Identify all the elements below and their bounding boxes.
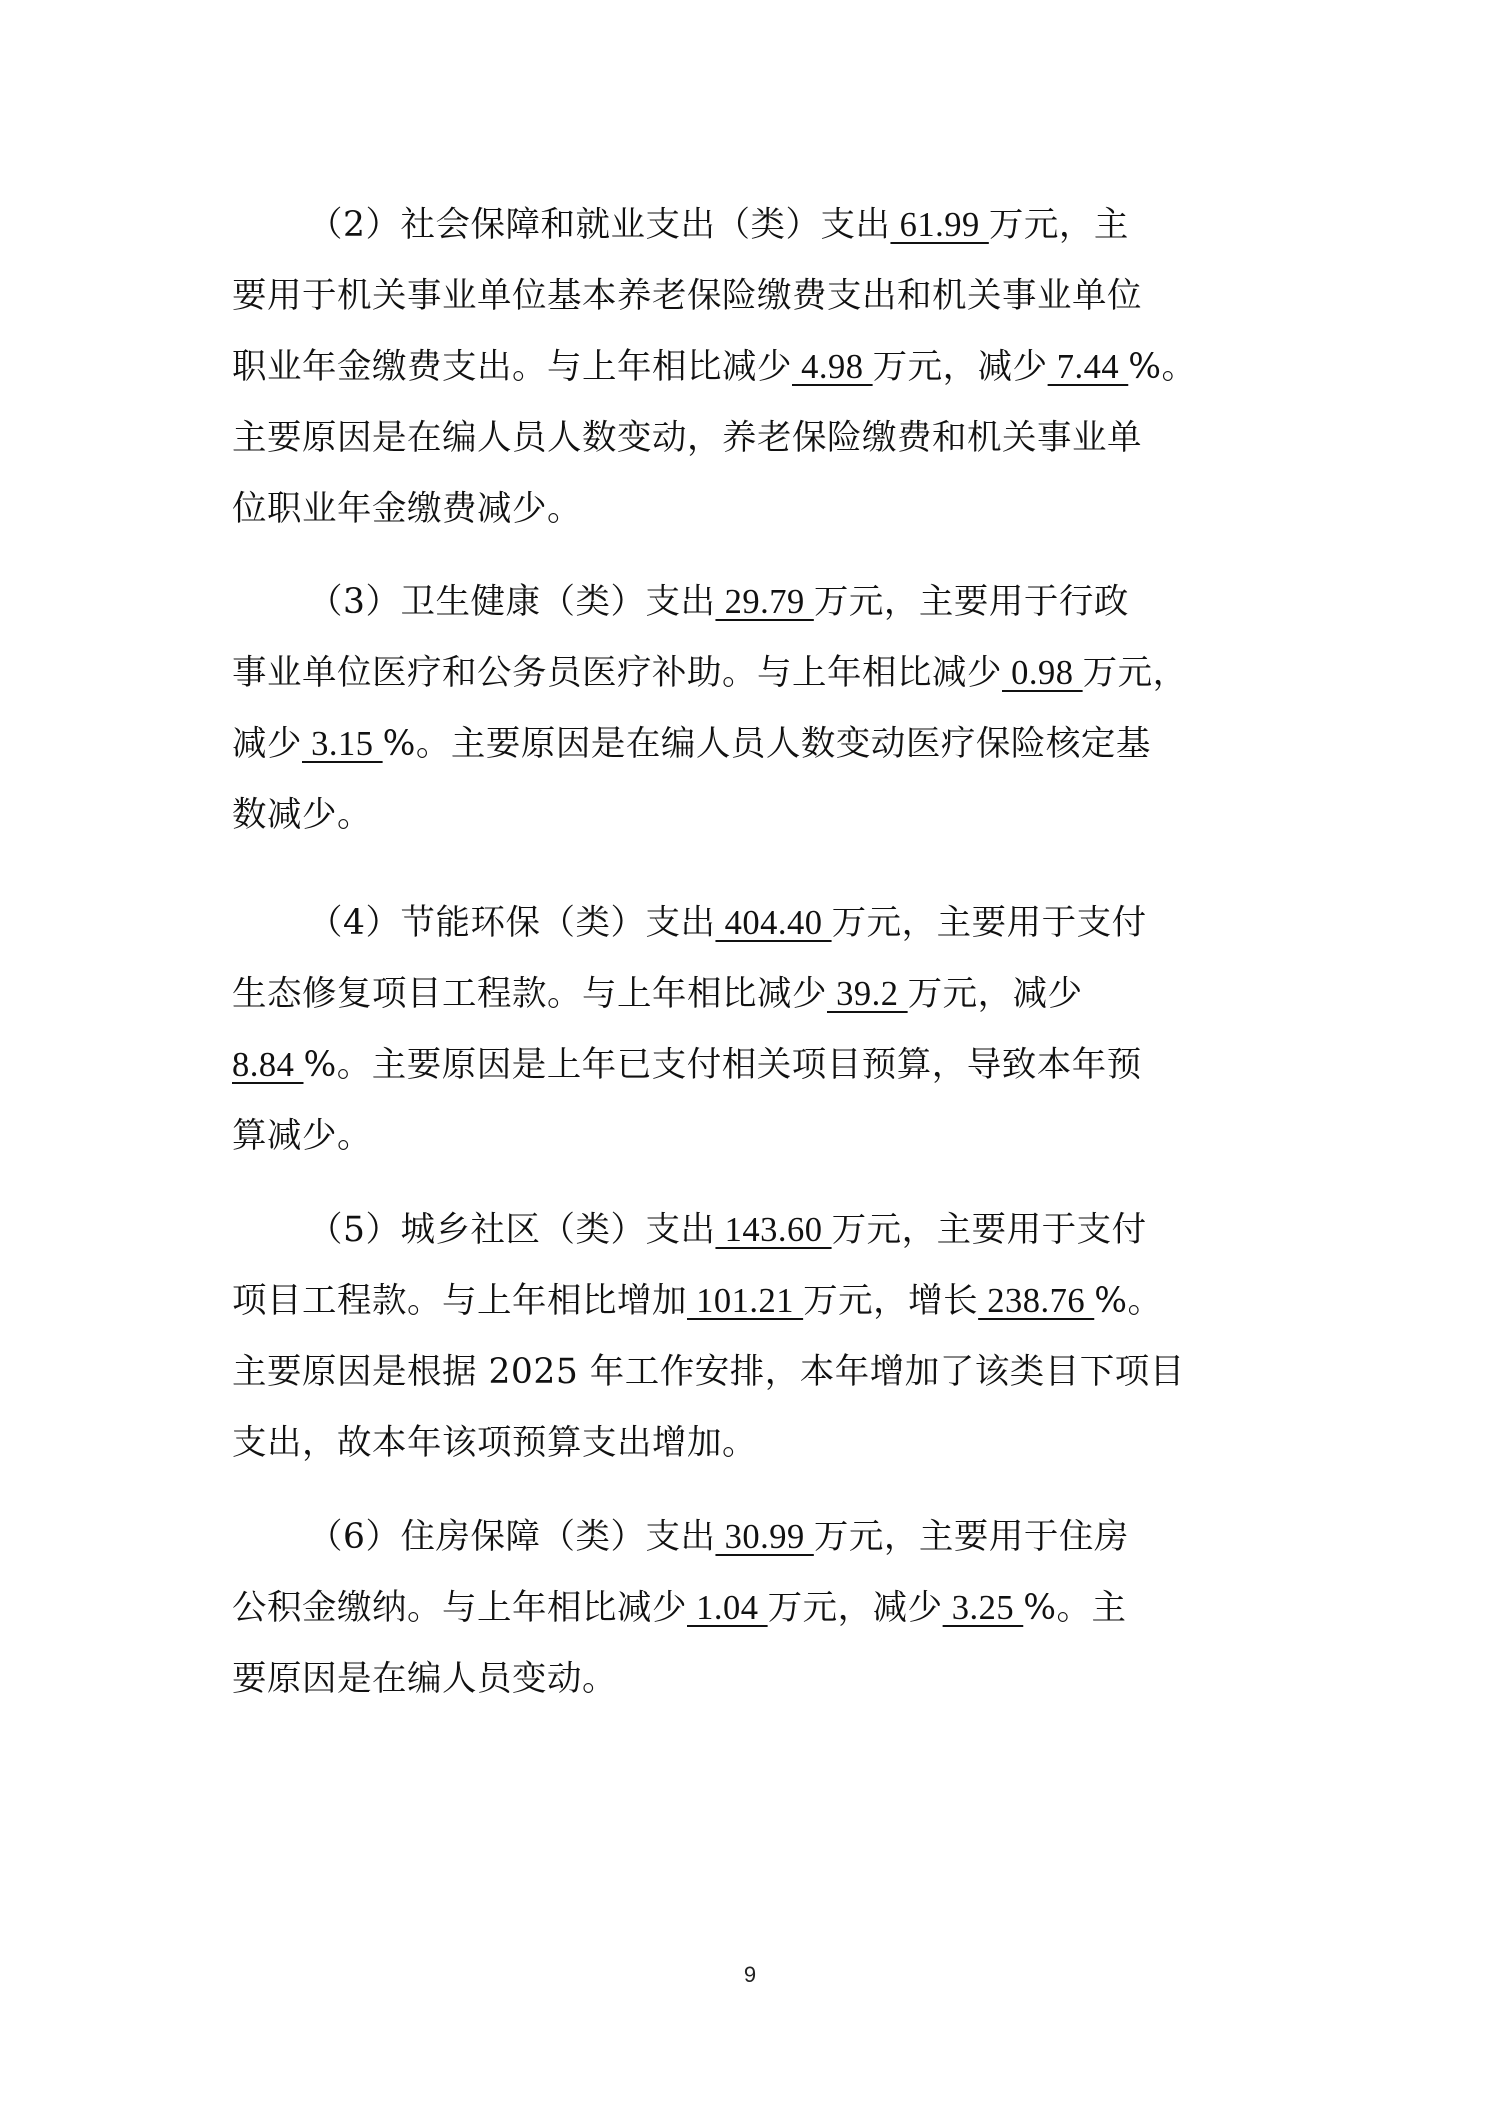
text-line — [0, 1507, 1500, 1567]
page-number: 9 — [743, 1962, 757, 1987]
underlined-value: 39.2 — [827, 975, 908, 1013]
text-segment: （2）社会保障和就业支出（类）支出 — [308, 205, 891, 245]
underlined-value: 101.21 — [687, 1282, 804, 1320]
text-line — [0, 643, 1500, 703]
text-line — [0, 1200, 1500, 1260]
text-segment: 万元，主要用于行政 — [813, 582, 1129, 622]
text-line — [0, 479, 1500, 539]
text-segment: %。主 — [1023, 1588, 1127, 1628]
text-segment: %。 — [1094, 1281, 1163, 1321]
text-segment: 数减少。 — [232, 795, 372, 835]
text-line — [0, 714, 1500, 774]
text-segment: 公积金缴纳。与上年相比减少 — [232, 1588, 687, 1628]
text-line — [0, 1035, 1500, 1095]
text-segment: 万元， — [1082, 653, 1188, 693]
text-segment: （6）住房保障（类）支出 — [308, 1517, 716, 1557]
underlined-value: 3.15 — [302, 725, 383, 763]
text-segment: 职业年金缴费支出。与上年相比减少 — [232, 347, 792, 387]
text-line — [0, 785, 1500, 845]
underlined-value: 143.60 — [715, 1211, 832, 1249]
underlined-value: 29.79 — [715, 583, 814, 621]
text-segment: 万元，主要用于支付 — [831, 903, 1147, 943]
text-line — [0, 195, 1500, 255]
text-line — [0, 1413, 1500, 1473]
text-segment: %。主要原因是上年已支付相关项目预算，导致本年预 — [303, 1045, 1142, 1085]
underlined-value: 8.84 — [232, 1046, 304, 1084]
text-segment: 万元，减少 — [872, 347, 1048, 387]
text-segment: （4）节能环保（类）支出 — [308, 903, 716, 943]
underlined-value: 61.99 — [890, 206, 989, 244]
text-line — [0, 1649, 1500, 1709]
text-segment: %。 — [1128, 347, 1197, 387]
text-line — [0, 1106, 1500, 1166]
text-segment: 万元，减少 — [907, 974, 1083, 1014]
underlined-value: 4.98 — [792, 348, 873, 386]
underlined-value: 404.40 — [715, 904, 832, 942]
text-line — [0, 572, 1500, 632]
text-line — [0, 964, 1500, 1024]
text-segment: 要用于机关事业单位基本养老保险缴费支出和机关事业单位 — [232, 276, 1142, 316]
text-line — [0, 337, 1500, 397]
text-segment: 万元，减少 — [767, 1588, 943, 1628]
underlined-value: 1.04 — [687, 1589, 768, 1627]
underlined-value: 0.98 — [1002, 654, 1083, 692]
underlined-value: 3.25 — [942, 1589, 1024, 1627]
text-segment: 生态修复项目工程款。与上年相比减少 — [232, 974, 827, 1014]
text-segment: 算减少。 — [232, 1116, 372, 1156]
text-segment: 项目工程款。与上年相比增加 — [232, 1281, 687, 1321]
text-segment: 要原因是在编人员变动。 — [232, 1659, 617, 1699]
text-segment: 主要原因是在编人员人数变动，养老保险缴费和机关事业单 — [232, 418, 1142, 458]
text-line — [0, 1271, 1500, 1331]
text-segment: 万元，主 — [988, 205, 1129, 245]
text-line — [0, 893, 1500, 953]
underlined-value: 30.99 — [715, 1518, 814, 1556]
text-line — [0, 408, 1500, 468]
text-line — [0, 1342, 1500, 1402]
text-segment: 事业单位医疗和公务员医疗补助。与上年相比减少 — [232, 653, 1002, 693]
text-segment: 减少 — [232, 724, 302, 764]
underlined-value: 7.44 — [1047, 348, 1129, 386]
text-segment: %。主要原因是在编人员人数变动医疗保险核定基 — [382, 724, 1151, 764]
text-line — [0, 1578, 1500, 1638]
text-segment: （5）城乡社区（类）支出 — [308, 1210, 716, 1250]
text-segment: （3）卫生健康（类）支出 — [308, 582, 716, 622]
text-segment: 万元，主要用于支付 — [831, 1210, 1147, 1250]
text-segment: 万元，增长 — [803, 1281, 979, 1321]
text-segment: 万元，主要用于住房 — [813, 1517, 1129, 1557]
underlined-value: 238.76 — [978, 1282, 1095, 1320]
text-segment: 位职业年金缴费减少。 — [232, 489, 582, 529]
text-segment: 主要原因是根据 2025 年工作安排，本年增加了该类目下项目 — [232, 1352, 1185, 1392]
text-segment: 支出，故本年该项预算支出增加。 — [232, 1423, 757, 1463]
text-line — [0, 266, 1500, 326]
